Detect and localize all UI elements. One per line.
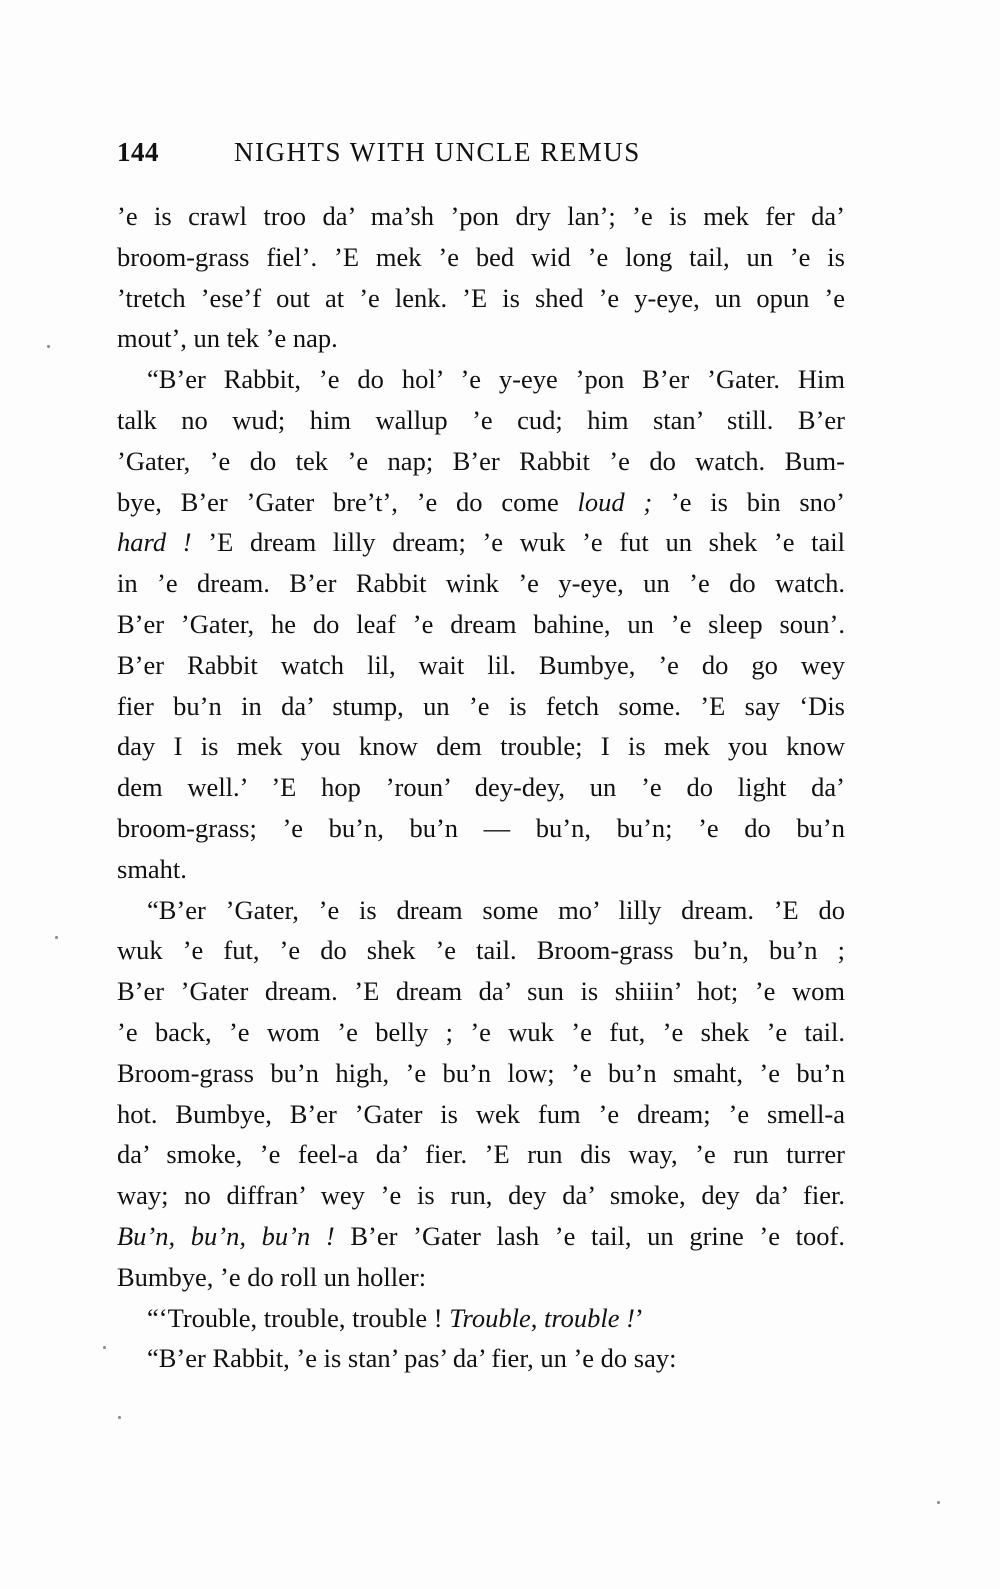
- text-line: B’er ’Gater dream. ’E dream da’ sun is shiiin’ hot; ’e wom: [117, 976, 845, 1007]
- text-run: ’: [635, 1302, 644, 1333]
- running-head: NIGHTS WITH UNCLE REMUS: [234, 137, 641, 167]
- text-run: B’er ’Gater lash ’e tail, un grine ’e toof.: [334, 1220, 845, 1251]
- text-line: “B’er Rabbit, ’e is stan’ pas’ da’ fier, un ’e do say:: [147, 1343, 677, 1374]
- text-line: way; no diffran’ wey ’e is run, dey da’ smoke, dey da’ fier.: [117, 1180, 845, 1211]
- text-line: “B’er ’Gater, ’e is dream some mo’ lilly dream. ’E do: [147, 894, 845, 925]
- text-line: Bumbye, ’e do roll un holler:: [117, 1261, 427, 1292]
- text-line: hot. Bumbye, B’er ’Gater is wek fum ’e dream; ’e smell-a: [117, 1098, 845, 1129]
- text-line: talk no wud; him wallup ’e cud; him stan’ still. B’er: [117, 404, 845, 435]
- text-line: B’er Rabbit watch lil, wait lil. Bumbye, ’e do go wey: [117, 649, 845, 680]
- text-run: “‘Trouble, trouble, trouble !: [147, 1302, 450, 1333]
- text-run: ’E dream lilly dream; ’e wuk ’e fut un shek ’e tail: [191, 527, 845, 558]
- paragraph-5: [117, 1338, 845, 1379]
- page-number: 144: [117, 137, 159, 167]
- paragraph-3: [117, 890, 845, 1298]
- text-line: smaht.: [117, 853, 187, 884]
- text-line: fier bu’n in da’ stump, un ’e is fetch some. ’E say ‘Dis: [117, 690, 845, 721]
- text-line: broom-grass; ’e bu’n, bu’n — bu’n, bu’n; ’e do bu’n: [117, 812, 845, 843]
- text-line: [117, 1298, 845, 1339]
- text-line: day I is mek you know dem trouble; I is mek you know: [117, 731, 845, 762]
- scan-speck: [47, 345, 50, 348]
- scan-speck: [55, 936, 58, 939]
- paragraph-4: [117, 1298, 845, 1339]
- paragraph-2: [117, 359, 845, 889]
- text-line: dem well.’ ’E hop ’roun’ dey-dey, un ’e do light da’: [117, 772, 845, 803]
- text-line: ’tretch ’ese’f out at ’e lenk. ’E is shed ’e y-eye, un opun ’e: [117, 282, 845, 313]
- text-line: “B’er Rabbit, ’e do hol’ ’e y-eye ’pon B’er ’Gater. Him: [147, 364, 845, 395]
- text-line: ’Gater, ’e do tek ’e nap; B’er Rabbit ’e do watch. Bum-: [117, 445, 845, 476]
- text-line: wuk ’e fut, ’e do shek ’e tail. Broom-grass bu’n, bu’n ;: [117, 935, 845, 966]
- text-line: Broom-grass bu’n high, ’e bu’n low; ’e bu’n smaht, ’e bu’n: [117, 1057, 845, 1088]
- italic-run: Trouble, trouble !: [449, 1302, 635, 1333]
- text-run: bye, B’er ’Gater bre’t’, ’e do come: [117, 486, 578, 517]
- text-line: mout’, un tek ’e nap.: [117, 323, 338, 354]
- text-line: B’er ’Gater, he do leaf ’e dream bahine, un ’e sleep soun’.: [117, 608, 845, 639]
- text-line: ’e back, ’e wom ’e belly ; ’e wuk ’e fut, ’e shek ’e tail.: [117, 1016, 845, 1047]
- italic-run: Bu’n, bu’n, bu’n !: [117, 1220, 335, 1251]
- scan-speck: [937, 1501, 940, 1504]
- text-line: da’ smoke, ’e feel-a da’ fier. ’E run dis way, ’e run turrer: [117, 1139, 845, 1170]
- text-line: [117, 522, 845, 563]
- scan-speck: [118, 1416, 121, 1419]
- body-text: [117, 196, 845, 1379]
- text-run: ’e is bin sno’: [652, 486, 845, 517]
- italic-run: loud ;: [577, 486, 653, 517]
- scan-speck: [103, 1346, 106, 1349]
- text-line: [117, 1216, 845, 1257]
- page-header: [117, 137, 845, 177]
- paragraph-1: [117, 196, 845, 359]
- text-line: ’e is crawl troo da’ ma’sh ’pon dry lan’; ’e is mek fer da’: [117, 201, 845, 231]
- italic-run: hard !: [117, 527, 192, 558]
- text-line: in ’e dream. B’er Rabbit wink ’e y-eye, un ’e do watch.: [117, 568, 845, 599]
- text-line: broom-grass fiel’. ’E mek ’e bed wid ’e long tail, un ’e is: [117, 241, 845, 272]
- text-line: [117, 482, 845, 523]
